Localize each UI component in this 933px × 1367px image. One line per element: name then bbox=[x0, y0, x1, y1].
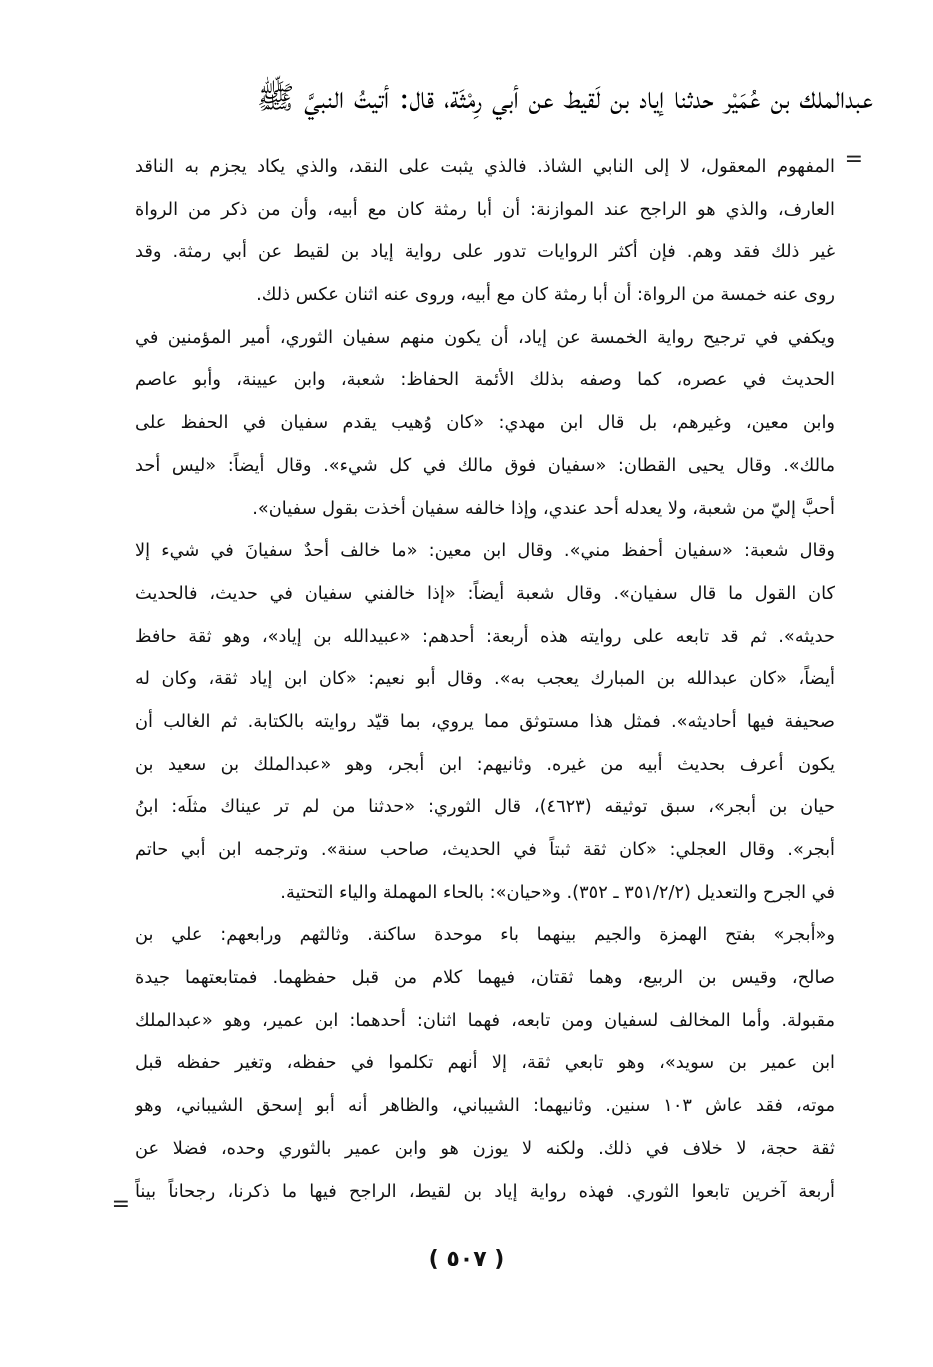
body-line: مقبولة. وأما المخالف لسفيان ومن تابعه، فهما اثنان: أحدهما: ابن عمير، وهو «عبدالملك bbox=[135, 1009, 835, 1031]
body-line: و«أبجر» بفتح الهمزة والجيم بينهما باء موحدة ساكنة. وثالثهم ورابعهم: علي بن bbox=[135, 924, 835, 946]
body-line: أحبَّ إليّ من شعبة، ولا يعدله أحد عندي، وإذا خالفه سفيان أخذت بقول سفيان». bbox=[252, 497, 835, 519]
body-line: يكون أعرف بحديث أبيه من غيره. وثانيهم: ابن أبجر، وهو «عبدالملك بن سعيد بن bbox=[135, 753, 835, 775]
continuation-mark-bottom: = bbox=[111, 1192, 130, 1217]
body-line: ابن عمير بن سويد»، وهو تابعي ثقة، إلا أنهم تكلموا في حفظه، وتغير حفظه قبل bbox=[135, 1052, 835, 1074]
body-line: ثقة حجة، لا خلاف في ذلك. ولكنه لا يوزن هو وابن عمير بالثوري وحده، فضلا عن bbox=[135, 1137, 835, 1159]
body-line: مالك». وقال يحيى القطان: «سفيان فوق مالك في كل شيء». وقال أيضاً: «ليس أحد bbox=[135, 454, 835, 476]
body-line: أربعة آخرين تابعوا الثوري. فهذه رواية إياد بن لقيط، الراجح فيها ما ذكرنا، رجحاناً بيناً bbox=[135, 1180, 835, 1202]
body-line: صحيفة فيها أحاديثه». فمثل هذا مستوثق مما يروي، بما قيّد روايته بالكتابة. ثم الغالب أن bbox=[135, 710, 835, 732]
body-line: حديثه». ثم قد تابعه على روايته هذه أربعة: أحدهم: «عبيدالله بن إياد»، وهو ثقة حافظ bbox=[135, 625, 835, 647]
body-line: المفهوم المعقول، لا إلى النابي الشاذ. فالذي يثبت على النقد، والذي يكاد يجزم به الناقد bbox=[135, 156, 835, 177]
body-line: حيان بن أبجر»، سبق توثيقه (٤٦٢٣)، قال الثوري: «حدثنا من لم تر عيناك مثلَه: ابنُ bbox=[135, 796, 835, 818]
body-line: الحديث في عصره، كما وصفه بذلك الأئمة الحفاظ: شعبة، وابن عيينة، وأبو عاصم bbox=[135, 369, 835, 391]
body-line: وابن معين، وغيرهم، بل قال ابن مهدي: «كان وُهيب يقدم سفيان في الحفظ على bbox=[135, 412, 835, 434]
hadith-isnad-header: عبدالملك بن عُمَيْر حدثنا إياد بن لَقيط عن أبي رِمْثَة، قال: أتيتُ النبيَّ ﷺ bbox=[256, 80, 873, 116]
body-line: أيضاً، «كان عبدالله بن المبارك يعجب به». وقال أبو نعيم: «كان ابن إياد ثقة، وكان له bbox=[135, 668, 835, 690]
body-line: روى عنه خمسة من الرواة: أن أبا رمثة كان مع أبيه، وروى عنه اثنان عكس ذلك. bbox=[256, 284, 835, 306]
body-line: صالح، وقيس بن الربيع، وهما ثقتان، فيهما كلام من قبل حفظهما. فمتابعتهما جيدة bbox=[135, 967, 835, 989]
continuation-mark-top: = bbox=[844, 147, 863, 172]
body-line: أبجر». وقال العجلي: «كان ثقة ثبتاً في الحديث، صاحب سنة». وترجمه ابن أبي حاتم bbox=[135, 839, 835, 860]
body-line: موته، فقد عاش ١٠٣ سنين. وثانيهما: الشيباني، والظاهر أنه أبو إسحق الشيباني، وهو bbox=[135, 1095, 835, 1117]
page-number: ( ٥٠٧ ) bbox=[428, 1247, 505, 1272]
body-line: غير ذلك فقد وهم. فإن أكثر الروايات تدور على رواية إياد بن لقيط عن أبي رمثة. وقد bbox=[135, 241, 835, 263]
body-line: في الجرح والتعديل (٣٥١/٢/٢ ـ ٣٥٢). و«حيان»: بالحاء المهملة والياء التحتية. bbox=[280, 881, 835, 903]
body-line: ويكفي في ترجيح رواية الخمسة عن إياد، أن يكون منهم سفيان الثوري، أمير المؤمنين في bbox=[135, 326, 835, 348]
body-line: وقال شعبة: «سفيان أحفظ مني». وقال ابن معين: «ما خالف أحدٌ سفيانَ في شيء إلا bbox=[135, 540, 835, 562]
body-line: كان القول ما قال سفيان». وقال شعبة أيضاً: «إذا خالفني سفيان في حديث، فالحديث bbox=[135, 582, 835, 604]
body-line: العارف، والذي هو الراجح عند الموازنة: أن أبا رمثة كان مع أبيه، وأن من ذكر من الرواة bbox=[135, 198, 835, 220]
commentary-body bbox=[135, 146, 835, 1213]
